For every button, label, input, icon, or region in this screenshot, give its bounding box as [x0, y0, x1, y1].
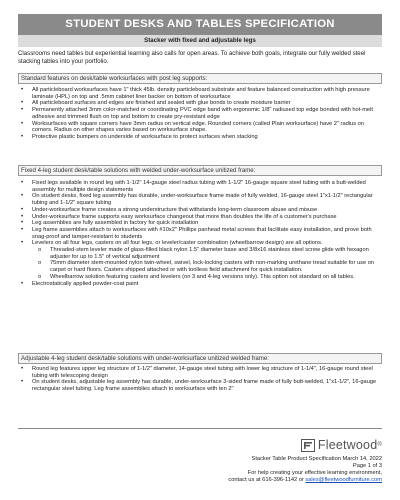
footer-contact: [162, 477, 382, 484]
footer-tagline: For help creating your effective learning environment,: [247, 470, 382, 476]
section-heading-standard-features: Standard features on desk/table worksurfaces with post leg supports:: [18, 73, 382, 84]
list-item: • Electrostatically applied powder-coat paint: [18, 281, 382, 288]
logo-wordmark: Fleetwood: [317, 438, 378, 452]
list-item: • Protective plastic bumpers on underside of worksurface to protect surfaces when stacking: [18, 134, 382, 141]
intro-paragraph: Classrooms need tables but experiential learning also calls for open areas. To achieve both goals, integrate our fully welded steel stacking tables into your portfolio.: [18, 50, 366, 65]
list-item-text: Levelers on all four legs, casters on all four legs, or leveler/caster combination (wheelbarrow design) are all options.: [32, 240, 323, 247]
footer-divider: [18, 428, 382, 429]
list-item: • Under-worksurface frame supports easy worksurface changeout that more than doubles the life of a customer's purchase: [18, 214, 382, 221]
page-subtitle: Stacker with fixed and adjustable legs: [18, 35, 382, 47]
list-item: • Permanently attached 3mm color-matched or coordinating PVC edge band with ergonomic 1/8" radiused top edge bonded with hot-melt adhesive and trimmed flush on top and bottom to create pry-resistant edge: [18, 107, 382, 120]
list-item: • On student desks, adjustable leg assembly has durable, under-worksurface 3-sided frame made of fully butt-welded, 1"x1-1/2", 16-gauge rectangular steel tubing. Leg frame assemblies attach to worksurface with ten 2": [18, 379, 382, 392]
bullet-list-fixed-4-leg: [18, 180, 382, 287]
list-item: • Round leg features upper leg structure of 1-1/2" diameter, 14-gauge steel tubing with lower leg structure of 1-1/4", 16-gauge round steel tubing with telescoping design: [18, 366, 382, 379]
sub-list-item: o Wheelbarrow solution featuring casters and levelers (on 3 and 4-leg versions only). This option not standard on all tables.: [34, 274, 382, 281]
bullet-list-adjustable-4-leg: [18, 366, 382, 393]
bullet-list-standard-features: [18, 87, 382, 141]
sub-list-item: o Threaded-stem leveler made of glass-filled black nylon 1.5" diameter base and 3/8x16 stainless steel screw glide with hexagon adjuster for up to 1.5" of vertical adjustment: [34, 247, 382, 260]
sub-list-item: o 75mm diameter stem-mounted nylon twin-wheel, swivel, lock-locking casters with non-marking urethane tread suitable for use on carpet or hard floors. Casters shipped attached or with toolless field attachment for quick installation.: [34, 260, 382, 273]
list-item: • All particleboard worksurfaces have 1" thick 45lb. density particleboard substrate and feature balanced construction with high pressure laminate (HPL) on top and .5mm cabinet liner backer on bottom of worksurface: [18, 87, 382, 100]
page-title: STUDENT DESKS AND TABLES SPECIFICATION: [18, 14, 382, 35]
list-item: • Under-worksurface frame creates a strong understructure that withstands long-term classroom abuse and misuse: [18, 207, 382, 214]
list-item: • All particleboard surfaces and edges are finished and sealed with glue bonds to create moisture barrier: [18, 100, 382, 107]
list-item: • Fixed legs available in round leg with 1-1/2" 14-gauge steel radius tubing with 1-1/2" 16-gauge square steel tubing with a butt-welded assembly for multiple design statements: [18, 180, 382, 193]
list-item: • Leg frame assemblies attach to worksurfaces with #10x2" Phillips panhead metal screws that facilitate easy installation, and prove both snag-proof and tamper-resistant to students: [18, 227, 382, 240]
section-heading-adjustable-4-leg: Adjustable 4-leg student desk/table solutions with under-worksurface unitized welded frame:: [18, 353, 382, 364]
list-item: • Worksurfaces with square corners have 3mm radius on vertical edge. Rounded corners (called Plain worksurface) have 2" radius on corners. Radius on other shapes varies based on worksurface shape.: [18, 121, 382, 134]
fleetwood-logo: [282, 438, 382, 452]
footer: [162, 456, 382, 484]
sub-bullet-list: [34, 247, 382, 281]
list-item: [18, 240, 382, 280]
footer-page-number: Page 1 of 3: [352, 463, 382, 469]
logo-registered-mark: ®: [377, 442, 382, 448]
list-item: • On student desks, fixed leg assembly has durable, under-worksurface frame made of fully welded, 16-gauge steel 1"x1-1/2" rectangular tubing and 1-1/2" square tubing: [18, 193, 382, 206]
section-heading-fixed-4-leg: Fixed 4-leg student desk/table solutions with welded under-worksurface unitized frame:: [18, 165, 382, 176]
footer-email-link[interactable]: sales@fleetwoodfurniture.com: [305, 477, 382, 483]
list-item: • Leg assemblies are fully assembled in factory for quick installation: [18, 220, 382, 227]
footer-doc-line: Stacker Table Product Specification March 14, 2022: [251, 456, 382, 462]
fleetwood-logo-icon: [301, 439, 315, 452]
footer-contact-prefix: contact us at 616-396-1142 or: [228, 477, 306, 483]
